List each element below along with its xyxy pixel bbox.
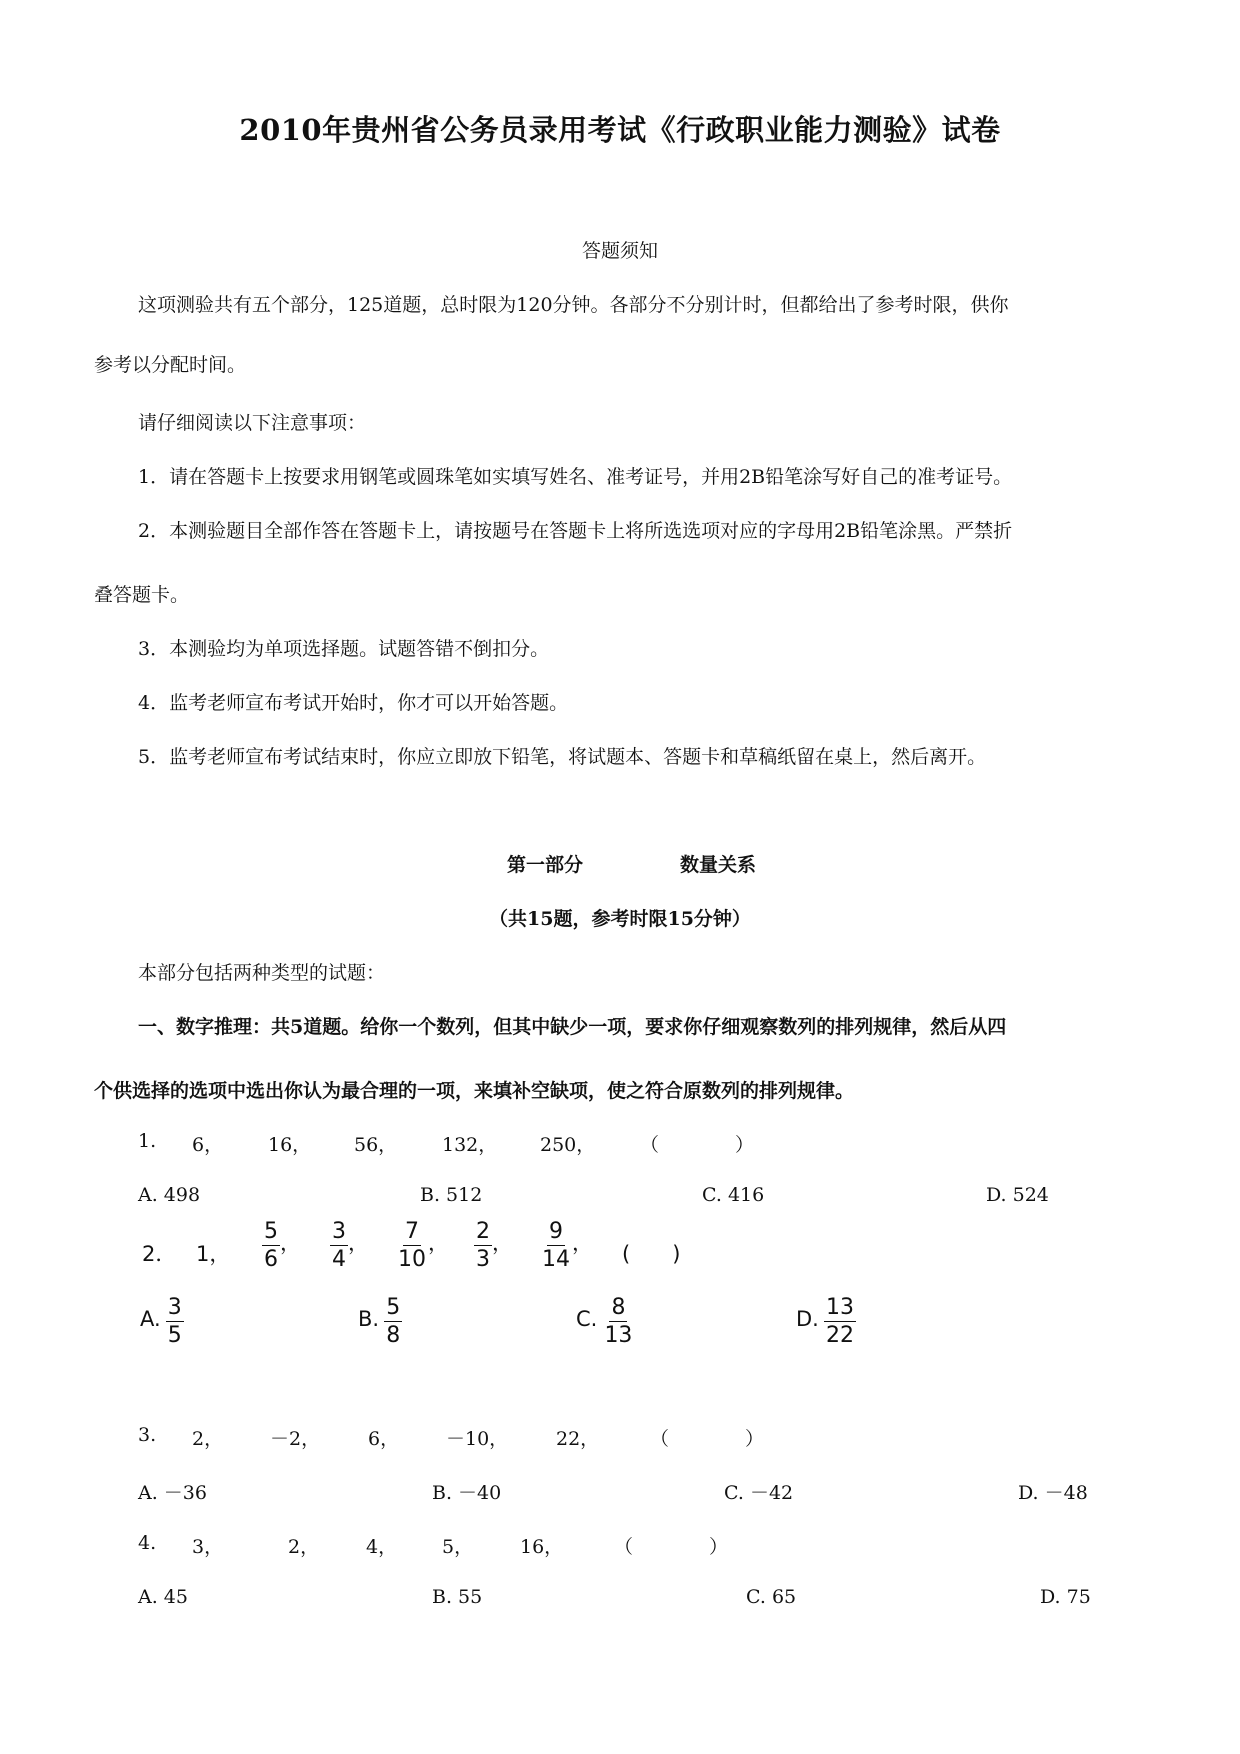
page-title: 2010年贵州省公务员录用考试《行政职业能力测验》试卷: [239, 113, 1001, 147]
q2-fraction: [330, 1220, 369, 1271]
notice-intro-line2: 参考以分配时间。: [94, 354, 247, 376]
q2-term: 1，: [196, 1242, 231, 1266]
q2-fraction-denominator: 4: [332, 1247, 346, 1273]
q3-term: －2，: [270, 1428, 321, 1450]
q1-term: 250，: [540, 1134, 596, 1156]
q3-answer-blank: （ ）: [650, 1428, 765, 1450]
q3-term: 22，: [556, 1428, 600, 1450]
q2-fraction-numerator: 5: [262, 1220, 280, 1246]
part-name: 数量关系: [680, 854, 757, 876]
q2-separator: ，: [280, 1231, 301, 1256]
q1-option-c: C. 416: [702, 1184, 765, 1206]
q4-option-d: D. 75: [1040, 1586, 1091, 1608]
q1-option-b: B. 512: [420, 1184, 483, 1206]
q4-option-b: B. 55: [432, 1586, 483, 1608]
q2-separator: ，: [428, 1231, 449, 1256]
notice-item-5: 5．监考老师宣布考试结束时，你应立即放下铅笔，将试题本、答题卡和草稿纸留在桌上，然后离开。: [138, 746, 987, 768]
q3-term: 2，: [192, 1428, 224, 1450]
q4-term: 5，: [442, 1536, 474, 1558]
q4-term: 3，: [192, 1536, 224, 1558]
q2-fraction-denominator: 14: [542, 1247, 570, 1273]
notice-item-4: 4．监考老师宣布考试开始时，你才可以开始答题。: [138, 692, 569, 714]
q1-term: 132，: [442, 1134, 498, 1156]
q2-fraction: [396, 1220, 449, 1271]
notice-read-note: 请仔细阅读以下注意事项：: [138, 412, 367, 434]
q4-answer-blank: （ ）: [614, 1536, 729, 1558]
section1-description-line2: 个供选择的选项中选出你认为最合理的一项，来填补空缺项，使之符合原数列的排列规律。: [94, 1080, 855, 1102]
q2-number: 2．: [142, 1242, 177, 1266]
q3-number: 3.: [138, 1424, 157, 1446]
q2-option-c: C. $\frac{8}{13}$: [576, 1295, 633, 1349]
q3-term: 6，: [368, 1428, 400, 1450]
q1-number: 1.: [138, 1130, 157, 1152]
notice-item-2-continued: 叠答题卡。: [94, 584, 190, 606]
q1-term: 56，: [354, 1134, 398, 1156]
part-subtitle: （共15题，参考时限15分钟）: [489, 908, 751, 930]
q4-term: 2，: [288, 1536, 320, 1558]
q4-option-a: A. 45: [138, 1586, 188, 1608]
q2-separator: ，: [348, 1231, 369, 1256]
q2-fraction-denominator: 10: [398, 1247, 426, 1273]
q2-fraction-denominator: 6: [264, 1247, 278, 1273]
q2-answer-blank: ( ): [622, 1242, 681, 1266]
q2-option-b: B. $\frac{5}{8}$: [358, 1295, 401, 1349]
q4-term: 4，: [366, 1536, 398, 1558]
q2-separator: ，: [492, 1231, 513, 1256]
part-label: 第一部分: [507, 854, 584, 876]
q2-fraction: [262, 1220, 301, 1271]
notice-item-2: 2．本测验题目全部作答在答题卡上，请按题号在答题卡上将所选选项对应的字母用2B铅笔涂黑。严禁折: [138, 520, 1013, 542]
notice-item-1: 1．请在答题卡上按要求用钢笔或圆珠笔如实填写姓名、准考证号，并用2B铅笔涂写好自己的准考证号。: [138, 466, 1013, 488]
notice-item-3: 3．本测验均为单项选择题。试题答错不倒扣分。: [138, 638, 550, 660]
q2-fraction-denominator: 3: [476, 1247, 490, 1273]
q4-term: 16，: [520, 1536, 564, 1558]
q2-option-d: D. $\frac{13}{22}$: [796, 1295, 854, 1349]
q1-answer-blank: （ ）: [640, 1134, 755, 1156]
part-intro: 本部分包括两种类型的试题：: [138, 962, 386, 984]
q3-option-d: D. －48: [1018, 1482, 1088, 1504]
q3-option-b: B. －40: [432, 1482, 502, 1504]
q2-fraction: [474, 1220, 513, 1271]
notice-intro-line1: 这项测验共有五个部分，125道题，总时限为120分钟。各部分不分别计时，但都给出了参考时限，供你: [138, 294, 1009, 316]
q2-fraction-numerator: 2: [474, 1220, 492, 1246]
q3-term: －10，: [446, 1428, 509, 1450]
q1-term: 6，: [192, 1134, 224, 1156]
q3-option-c: C. －42: [724, 1482, 794, 1504]
q1-option-a: A. 498: [138, 1184, 201, 1206]
q1-term: 16，: [268, 1134, 312, 1156]
q2-separator: ，: [572, 1231, 593, 1256]
q4-option-c: C. 65: [746, 1586, 797, 1608]
q2-fraction: [540, 1220, 593, 1271]
q2-option-a: A. $\frac{3}{5}$: [140, 1295, 182, 1349]
q4-number: 4.: [138, 1532, 157, 1554]
section1-description-line1: 一、数字推理：共5道题。给你一个数列，但其中缺少一项，要求你仔细观察数列的排列规律，然后从四: [138, 1016, 1007, 1038]
q3-option-a: A. －36: [138, 1482, 207, 1504]
q2-fraction-numerator: 7: [403, 1220, 421, 1246]
q1-option-d: D. 524: [986, 1184, 1049, 1206]
q2-fraction-numerator: 3: [330, 1220, 348, 1246]
q2-fraction-numerator: 9: [547, 1220, 565, 1246]
notice-heading: 答题须知: [581, 240, 658, 262]
